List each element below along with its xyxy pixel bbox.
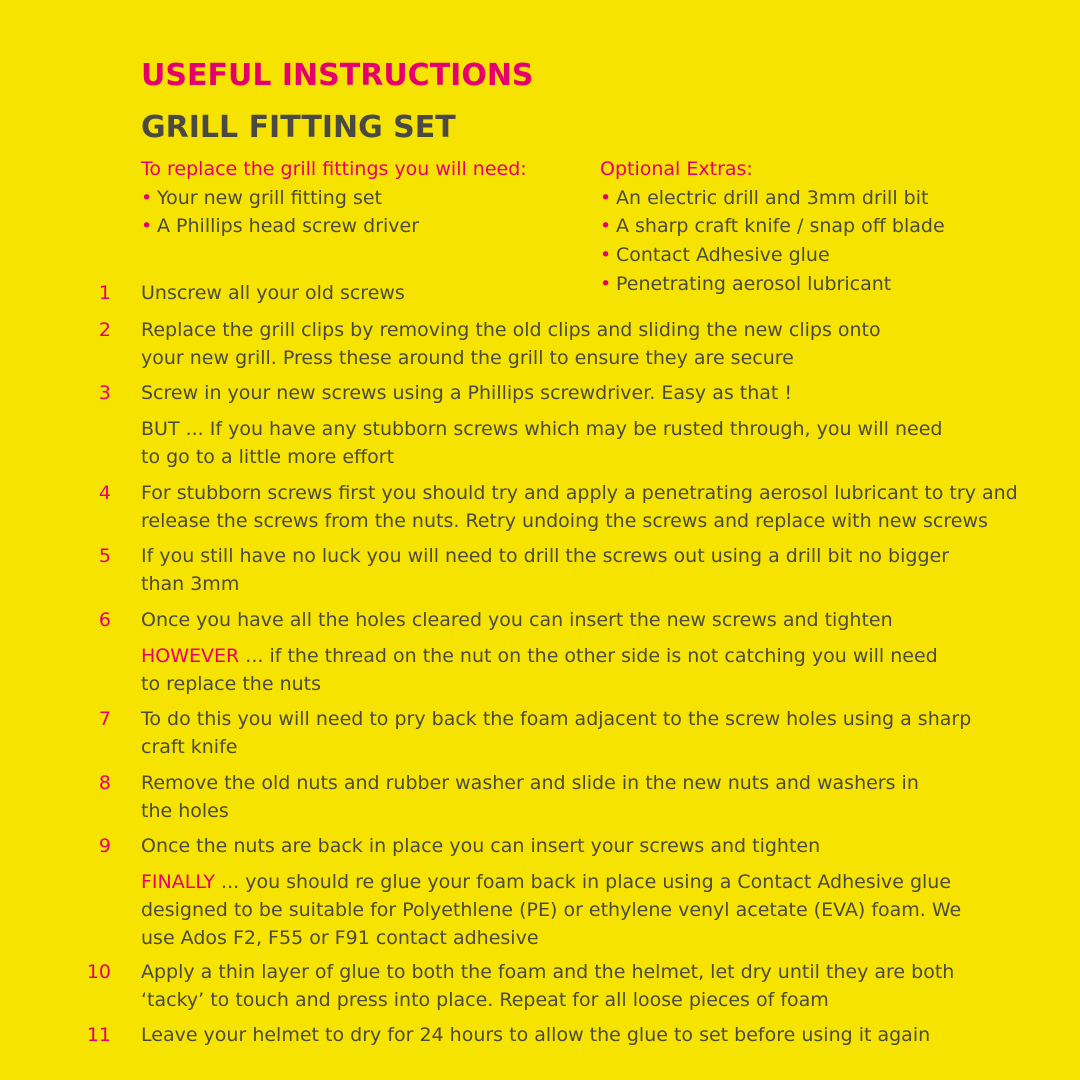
step-text — [141, 958, 954, 1014]
step-text — [141, 479, 1018, 535]
step-line-text: designed to be suitable for Polyethlene (PE) or ethylene venyl acetate (EVA) foam. We — [141, 899, 962, 921]
step-number: 7 — [98, 708, 111, 730]
step-line-text: ... if the thread on the nut on the other side is not catching you will need — [239, 645, 938, 667]
bullet-icon: • — [141, 215, 153, 238]
step-line — [141, 316, 881, 344]
step-line — [141, 868, 961, 896]
step-number: 3 — [98, 382, 111, 404]
step-text — [141, 415, 942, 471]
step-line-text: Apply a thin layer of glue to both the foam and the helmet, let dry until they are both — [141, 961, 955, 983]
requirements-section — [141, 155, 527, 241]
step-line-text: to go to a little more effort — [141, 446, 395, 468]
bullet-icon: • — [600, 272, 612, 295]
step-number: 1 — [98, 282, 111, 304]
step-line — [141, 670, 938, 698]
step-line — [141, 896, 961, 924]
list-item — [600, 184, 945, 213]
list-item-text: Contact Adhesive glue — [616, 244, 830, 267]
step-number: 4 — [98, 482, 111, 504]
step-line-text: release the screws from the nuts. Retry undoing the screws and replace with new screws — [141, 510, 988, 532]
step-number: 2 — [98, 319, 111, 341]
step-line-text: Leave your helmet to dry for 24 hours to allow the glue to set before using it again — [141, 1024, 931, 1046]
step-highlight: FINALLY — [141, 871, 215, 893]
step-line-text: use Ados F2, F55 or F91 contact adhesive — [141, 927, 539, 949]
bullet-icon: • — [600, 215, 612, 238]
step-line-text: Unscrew all your old screws — [141, 282, 405, 304]
step-line — [141, 570, 949, 598]
requirements-list — [141, 184, 527, 241]
step-line-text: For stubborn screws first you should try and apply a penetrating aerosol lubricant to try and — [141, 482, 1018, 504]
bullet-icon: • — [600, 244, 612, 267]
step-line — [141, 415, 942, 443]
step-number: 9 — [98, 835, 111, 857]
bullet-icon: • — [600, 186, 612, 209]
step-line-text: Once the nuts are back in place you can insert your screws and tighten — [141, 835, 821, 857]
step-text — [141, 606, 893, 634]
step-line — [141, 769, 919, 797]
step-line — [141, 705, 971, 733]
step-number: 8 — [98, 772, 111, 794]
step-number: 10 — [86, 961, 111, 983]
step-line — [141, 986, 954, 1014]
step-line — [141, 443, 942, 471]
step-line-text: than 3mm — [141, 573, 240, 595]
step-text — [141, 769, 919, 825]
optional-extras-section — [600, 155, 945, 299]
page-subtitle: GRILL FITTING SET — [141, 110, 456, 145]
step-line — [141, 379, 792, 407]
step-line — [141, 924, 961, 952]
step-line — [141, 542, 949, 570]
list-item — [600, 241, 945, 270]
step-line — [141, 958, 954, 986]
step-line-text: BUT ... If you have any stubborn screws which may be rusted through, you will need — [141, 418, 943, 440]
step-line-text: If you still have no luck you will need to drill the screws out using a drill bit no bigger — [141, 545, 950, 567]
step-text — [141, 642, 938, 698]
page-title: USEFUL INSTRUCTIONS — [141, 58, 534, 93]
step-number: 6 — [98, 609, 111, 631]
list-item — [600, 270, 945, 299]
step-line — [141, 797, 919, 825]
step-line-text: to replace the nuts — [141, 673, 322, 695]
step-line — [141, 479, 1018, 507]
bullet-icon: • — [141, 186, 153, 209]
step-text — [141, 868, 961, 952]
step-text — [141, 542, 949, 598]
step-line-text: ‘tacky’ to touch and press into place. Repeat for all loose pieces of foam — [141, 989, 829, 1011]
requirements-heading: To replace the grill fittings you will need: — [141, 158, 527, 180]
step-line — [141, 606, 893, 634]
list-item-text: A sharp craft knife / snap off blade — [616, 215, 945, 238]
step-line — [141, 507, 1018, 535]
step-text — [141, 316, 881, 372]
list-item — [600, 212, 945, 241]
step-line — [141, 733, 971, 761]
step-line-text: craft knife — [141, 736, 238, 758]
step-text — [141, 1021, 930, 1049]
step-line — [141, 832, 820, 860]
step-number: 5 — [98, 545, 111, 567]
list-item — [141, 184, 527, 213]
step-line-text: the holes — [141, 800, 229, 822]
step-line — [141, 344, 881, 372]
step-line-text: Replace the grill clips by removing the old clips and sliding the new clips onto — [141, 319, 881, 341]
step-line — [141, 1021, 930, 1049]
list-item-text: A Phillips head screw driver — [157, 215, 420, 238]
optional-extras-heading: Optional Extras: — [600, 158, 753, 180]
step-text — [141, 379, 792, 407]
step-text — [141, 832, 820, 860]
step-line-text: Screw in your new screws using a Phillips screwdriver. Easy as that ! — [141, 382, 793, 404]
step-number: 11 — [86, 1024, 111, 1046]
list-item-text: Penetrating aerosol lubricant — [616, 272, 892, 295]
optional-extras-list — [600, 184, 945, 299]
step-line-text: ... you should re glue your foam back in place using a Contact Adhesive glue — [215, 871, 952, 893]
step-line-text: your new grill. Press these around the grill to ensure they are secure — [141, 347, 794, 369]
step-line-text: Once you have all the holes cleared you can insert the new screws and tighten — [141, 609, 893, 631]
step-text — [141, 279, 405, 307]
step-highlight: HOWEVER — [141, 645, 240, 667]
step-line — [141, 279, 405, 307]
step-line-text: To do this you will need to pry back the foam adjacent to the screw holes using a sharp — [141, 708, 972, 730]
step-line-text: Remove the old nuts and rubber washer and slide in the new nuts and washers in — [141, 772, 919, 794]
list-item-text: An electric drill and 3mm drill bit — [616, 186, 929, 209]
list-item-text: Your new grill fitting set — [157, 186, 382, 209]
step-text — [141, 705, 971, 761]
step-line — [141, 642, 938, 670]
list-item — [141, 212, 527, 241]
